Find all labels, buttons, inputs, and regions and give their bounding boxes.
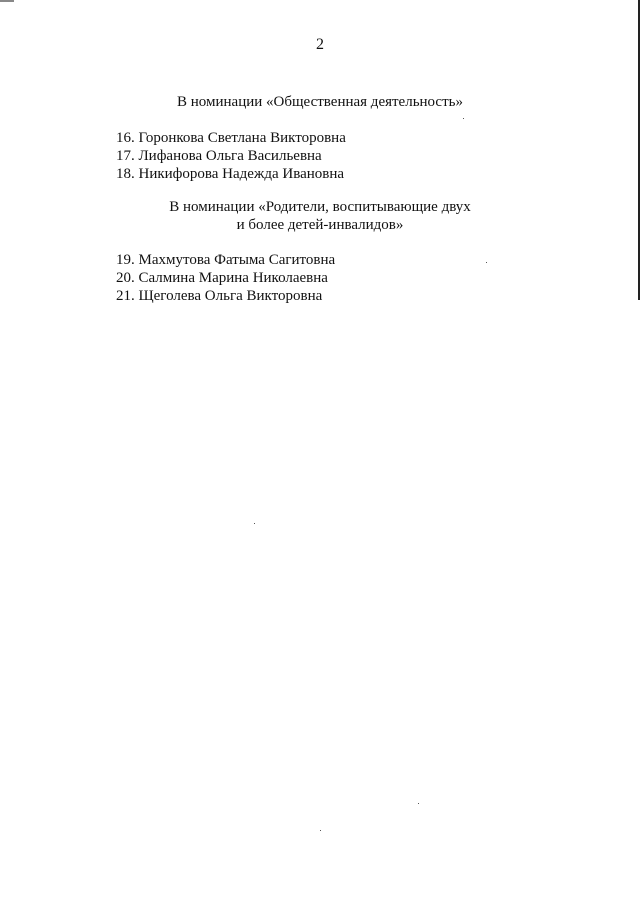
list-item: 17. Лифанова Ольга Васильевна [116,148,322,164]
nominee-list-public-activity [116,129,346,183]
scan-speck [254,523,255,524]
list-item: 18. Никифорова Надежда Ивановна [116,166,345,182]
nominee-list-parents [116,251,335,305]
list-item: 16. Горонкова Светлана Викторовна [116,130,346,146]
heading-line: В номинации «Родители, воспитывающие двух [169,199,471,215]
section-heading-public-activity [0,93,640,111]
list-item: 19. Махмутова Фатыма Сагитовна [116,252,336,268]
scan-speck [463,118,464,119]
scan-speck [418,803,419,804]
page-number: 2 [316,36,324,53]
heading-line: и более детей-инвалидов» [236,217,404,233]
heading-line: В номинации «Общественная деятельность» [177,94,463,110]
scan-speck [486,262,487,263]
scan-speck [320,830,321,831]
list-item: 20. Салмина Марина Николаевна [116,270,328,286]
section-heading-parents [0,198,640,234]
list-item: 21. Щеголева Ольга Викторовна [116,288,323,304]
scan-edge-mark [0,0,14,2]
